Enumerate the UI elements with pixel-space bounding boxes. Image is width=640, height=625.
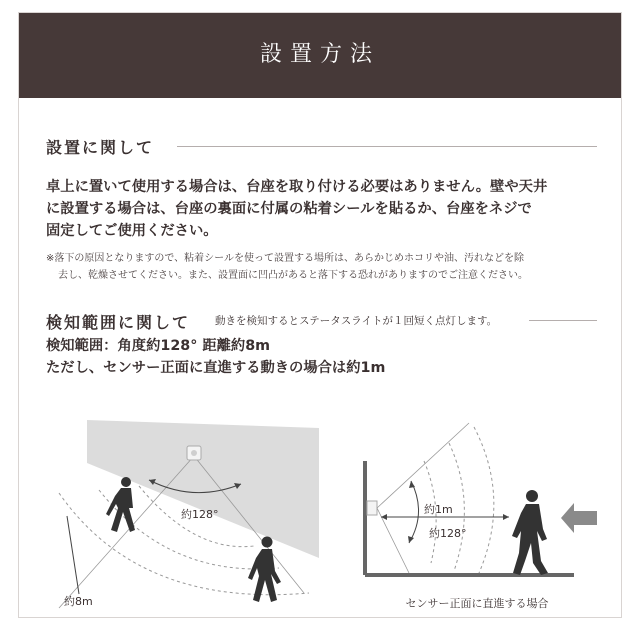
detection-aside: 動きを検知するとステータスライトが１回短く点灯します。: [215, 315, 498, 327]
header-bar: [19, 13, 621, 98]
arrow-head: [503, 514, 509, 520]
note-line: ※落下の原因となりますので、粘着シールを使って設置する場所は、あらかじめホコリや油、汚れなどを除: [46, 253, 524, 264]
page-title: 設置方法: [259, 42, 380, 67]
installation-note: [46, 250, 611, 284]
diagram-caption: センサー正面に直進する場合: [405, 597, 549, 610]
note-line: 去し、乾燥させてください。また、設置面に凹凸があると落下する恐れがありますのでご注意ください。: [58, 270, 528, 281]
detection-heading: 検知範囲に関して: [46, 313, 191, 332]
distance-label: 約8m: [64, 595, 93, 608]
distance-marker: [67, 516, 79, 594]
walking-person-icon: [512, 490, 548, 575]
angle-label: 約128°: [181, 508, 219, 521]
approach-arrow-icon: [561, 503, 597, 533]
angle-label: 約128°: [429, 527, 467, 540]
paragraph-line: 卓上に置いて使用する場合は、台座を取り付ける必要はありません。壁や天井: [46, 179, 548, 195]
distance-label: 約1m: [424, 503, 453, 516]
range-arc: [474, 427, 494, 573]
installation-paragraph: [46, 176, 606, 242]
installation-rule: [177, 146, 597, 147]
angle-arrow: [408, 536, 414, 543]
sensor-lens: [191, 450, 197, 456]
detection-rule: [529, 320, 597, 321]
sensor-device: [367, 501, 377, 515]
angle-arc: [409, 481, 419, 543]
paragraph-line: に設置する場合は、台座の裏面に付属の粘着シールを貼るか、台座をネジで: [46, 201, 532, 217]
page-frame: [18, 12, 622, 618]
walking-person-icon: [106, 477, 135, 532]
installation-heading: 設置に関して: [46, 138, 155, 157]
arrow-head: [381, 514, 387, 520]
wide-angle-diagram: [19, 408, 321, 618]
front-approach-diagram: [349, 413, 605, 613]
detection-note-line: ただし、センサー正面に直進する動きの場合は約1m: [46, 360, 386, 376]
paragraph-line: 固定してご使用ください。: [46, 223, 218, 239]
range-line: [377, 423, 469, 508]
range-line: [377, 508, 409, 573]
detection-range-line: 検知範囲：角度約128° 距離約8m: [46, 338, 271, 354]
